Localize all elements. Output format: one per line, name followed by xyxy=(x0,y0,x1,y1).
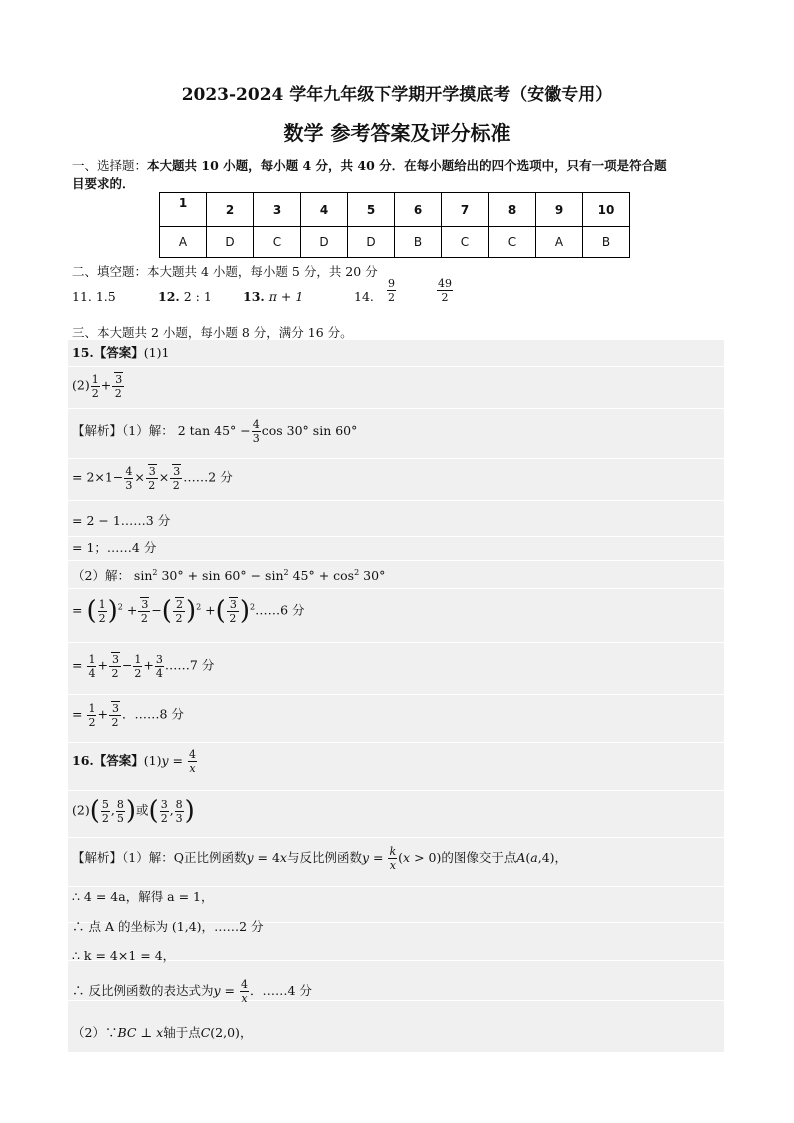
table-cell-answer: C xyxy=(489,227,536,258)
q16-answer-2-prefix: (2) xyxy=(72,802,90,818)
q15-answer-2: (2) $\frac{1}{2}$ + $\frac{3}{2}$ xyxy=(72,372,123,400)
section1-text: 本大题共 10 小题，每小题 4 分，共 40 分．在每小题给出的四个选项中，只有一项是符合题 xyxy=(147,158,667,173)
q14-a-numerator: 9 xyxy=(388,277,395,290)
q14-answer-a xyxy=(386,277,397,304)
table-cell-number: 4 xyxy=(301,193,348,227)
page-subtitle: 数学 参考答案及评分标准 xyxy=(283,121,511,145)
table-cell-number: 2 xyxy=(207,193,254,227)
answer-table-answer-row xyxy=(160,227,630,258)
q16-l6-b: 轴于点 xyxy=(163,1025,201,1040)
table-cell-answer: C xyxy=(442,227,489,258)
q15-step-4 xyxy=(72,538,156,556)
table-cell-number: 10 xyxy=(583,193,630,227)
table-cell-answer: B xyxy=(395,227,442,258)
q15-step-8: = $\frac{1}{2}$ + $\frac{3}{2}$ ．……8 分 xyxy=(72,701,184,729)
table-cell-answer: A xyxy=(536,227,583,258)
table-cell-answer: D xyxy=(301,227,348,258)
table-cell-number: 8 xyxy=(489,193,536,227)
table-cell-number: 7 xyxy=(442,193,489,227)
q16-answer-line: 16.【答案】(1)y = $\frac{4}{x}$ xyxy=(72,748,196,775)
q16-part1-label: （1）解： xyxy=(122,850,174,865)
q15-answer-1: (1)1 xyxy=(143,345,170,360)
q15-analysis-line: 【解析】（1）解： 2 tan 45° − $\frac{4}{3}$ cos 30° sin 60° xyxy=(72,418,358,445)
q14-answer-b xyxy=(436,277,454,304)
q16-analysis-label: 【解析】 xyxy=(72,850,123,865)
table-cell-answer: A xyxy=(160,227,207,258)
section2-intro xyxy=(72,262,378,280)
table-cell-answer: C xyxy=(254,227,301,258)
table-cell-number: 3 xyxy=(254,193,301,227)
q15-step-6: = ( $\frac{1}{2}$ )$^2$ + $\frac{3}{2}$ −( $\frac{2}{2}$ )$^2$ +( $\frac{3}{2}$ )$^2$……6 分 xyxy=(72,596,305,626)
q15-step-3 xyxy=(72,511,170,529)
q16-l6-a: （2）∵ xyxy=(72,1025,118,1040)
q16-l6-c: ， xyxy=(239,1025,253,1040)
q16-l1-c: 的图像交于点 xyxy=(441,850,517,865)
q16-answer-2: (2)( $\frac{5}{2}$ , $\frac{8}{5}$ )或( $\frac{3}{2}$ , $\frac{8}{3}$ ) xyxy=(72,796,195,826)
q15-analysis-label: 【解析】 xyxy=(72,423,123,438)
q15-answer-line xyxy=(72,343,169,361)
q14-b-denominator: 2 xyxy=(441,291,449,304)
q11-answer: 11. 1.5 xyxy=(72,289,116,304)
q16-analysis-line: 【解析】（1）解：Q正比例函数y = 4x与反比例函数y = $\frac{k}{x}$ (x > 0)的图像交于点A(a,4)， xyxy=(72,845,568,872)
q15-step-2: = 2×1− $\frac{4}{3}$ × $\frac{3}{2}$ × $\frac{3}{2}$ ……2 分 xyxy=(72,464,233,492)
table-cell-answer: B xyxy=(583,227,630,258)
q15-part2-label: （2）解： xyxy=(72,568,130,583)
q15-step-6-score: ……6 分 xyxy=(255,602,305,618)
q13-value: π + 1 xyxy=(268,289,304,304)
q15-answer-label: 15.【答案】 xyxy=(72,345,144,360)
q14-b-numerator: 49 xyxy=(438,277,452,290)
answer-table-number-row xyxy=(160,193,630,227)
q12-label: 12. xyxy=(158,289,180,304)
q16-l5-a: ∴ 反比例函数的表达式为 xyxy=(72,983,214,998)
q15-step-2-score: ……2 分 xyxy=(183,469,233,485)
q16-l5: ∴ 反比例函数的表达式为y = $\frac{4}{x}$ ．……4 分 xyxy=(72,978,312,1005)
q16-answer-label: 16.【答案】 xyxy=(72,753,144,768)
section2-label: 二、填空题： xyxy=(72,264,148,279)
q16-answer-1-prefix: (1) xyxy=(143,753,162,768)
q13-label: 13. xyxy=(243,289,265,304)
q14-label: 14. xyxy=(354,289,374,304)
page-title: 2023-2024 学年九年级下学期开学摸底考（安徽专用） xyxy=(181,85,613,105)
q15-step-8-score: ．……8 分 xyxy=(121,706,184,722)
q16-l2: ∴ 4 = 4a，解得 a = 1， xyxy=(72,889,214,904)
q15-step-7: = $\frac{1}{4}$ + $\frac{3}{2}$ − $\frac{1}{2}$ + $\frac{3}{4}$ ……7 分 xyxy=(72,652,215,680)
q16-l3 xyxy=(72,917,264,935)
table-cell-number: 1 xyxy=(160,193,207,227)
q15-part1-label: （1）解： xyxy=(122,423,174,438)
q16-l4: ∴ k = 4×1 = 4， xyxy=(72,948,176,963)
section1-label: 一、选择题： xyxy=(72,158,148,173)
q16-l3-a: ∴ 点 A 的坐标为 (1,4)， xyxy=(72,919,215,934)
q15-step-3-expr: = 2 − 1 xyxy=(72,513,121,528)
q16-or: 或 xyxy=(136,802,149,818)
q15-step-4-score: ……4 分 xyxy=(106,540,157,555)
section1-intro xyxy=(72,156,667,174)
q16-l1-a: Q正比例函数 xyxy=(173,850,247,865)
table-cell-number: 9 xyxy=(536,193,583,227)
q16-l6: （2）∵BC ⊥ x轴于点C(2,0)， xyxy=(72,1025,253,1040)
q12-value: 2 : 1 xyxy=(183,289,212,304)
section1-text2: 目要求的． xyxy=(72,176,135,191)
table-cell-answer: D xyxy=(207,227,254,258)
q12-answer xyxy=(158,289,212,304)
section3-intro: 三、本大题共 2 小题，每小题 8 分，满分 16 分。 xyxy=(72,325,353,340)
table-cell-number: 5 xyxy=(348,193,395,227)
q16-l5-score: ．……4 分 xyxy=(249,983,312,998)
q15-answer-2-prefix: (2) xyxy=(72,377,90,393)
answer-table xyxy=(159,192,630,258)
q15-step-3-score: ……3 分 xyxy=(120,513,171,528)
q15-step-4-expr: = 1； xyxy=(72,540,107,555)
table-cell-number: 6 xyxy=(395,193,442,227)
q13-answer xyxy=(243,289,303,304)
q14-a-denominator: 2 xyxy=(388,291,395,304)
q15-step-7-score: ……7 分 xyxy=(164,657,215,673)
section2-text: 本大题共 4 小题，每小题 5 分，共 20 分 xyxy=(147,264,378,279)
q16-l3-score: ……2 分 xyxy=(214,919,264,934)
table-cell-answer: D xyxy=(348,227,395,258)
q16-l1-b: 与反比例函数 xyxy=(286,850,362,865)
q15-part2-line: （2）解： $\sin^2 30^\circ + \sin 60^\circ - \sin^2 45^\circ + \cos^2 30^\circ$ xyxy=(72,567,386,583)
